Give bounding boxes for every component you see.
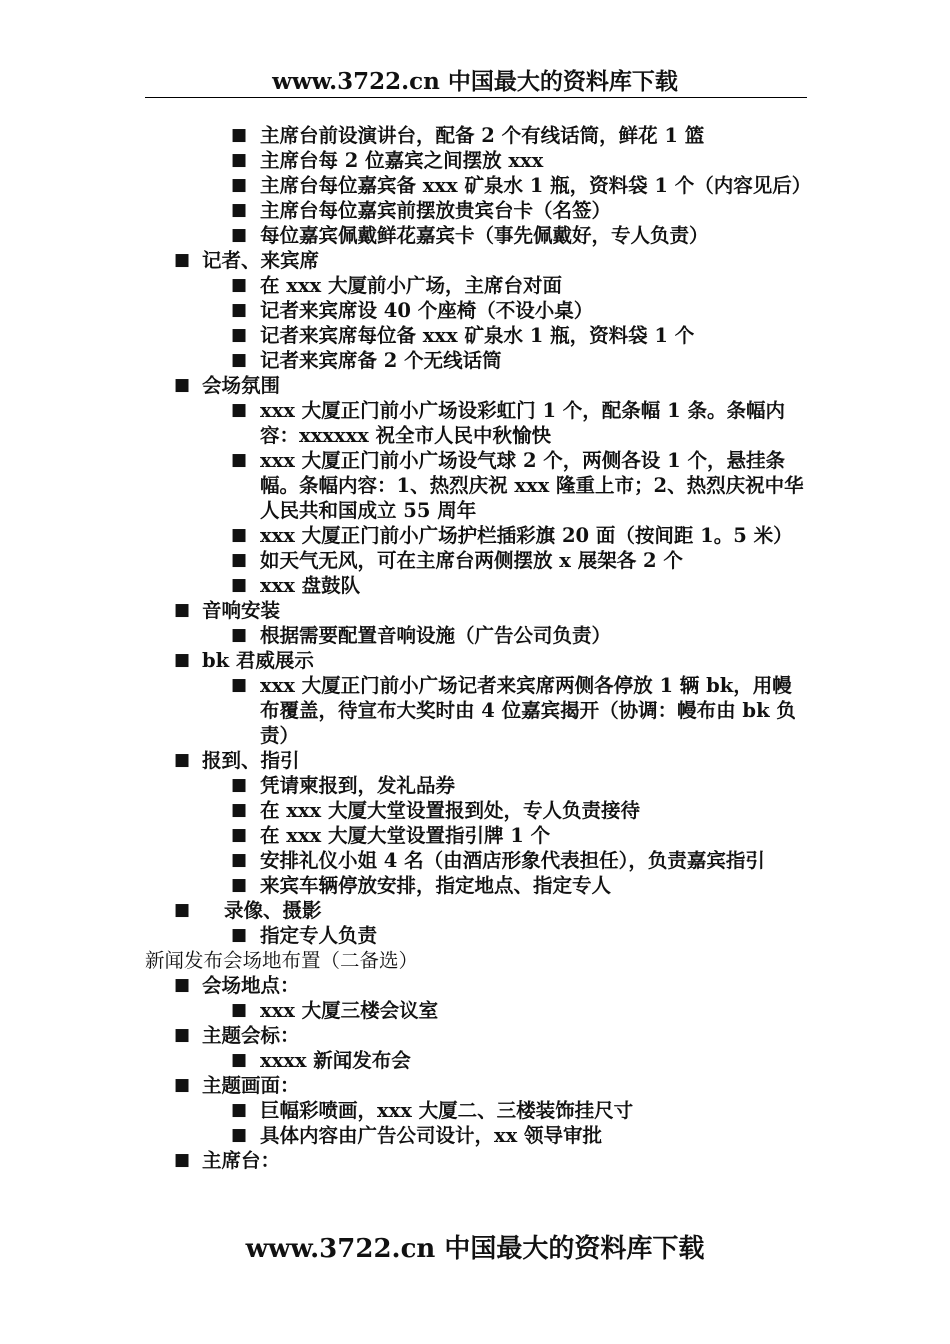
square-bullet-icon: ■ <box>231 125 248 145</box>
list-item-text: 在 xxx 大厦前小广场，主席台对面 <box>260 274 562 297</box>
square-bullet-icon: ■ <box>231 675 248 695</box>
list-item-text: 主席台每 2 位嘉宾之间摆放 xxx <box>260 149 544 172</box>
list-item-text: 凭请柬报到，发礼品券 <box>260 774 456 797</box>
list-item-text: xxx 盘鼓队 <box>260 574 361 597</box>
page-header: www.3722.cn 中国最大的资料库下载 <box>272 68 678 95</box>
list-item <box>145 398 810 448</box>
list-item <box>145 298 810 323</box>
list-item-text: 主席台每位嘉宾前摆放贵宾台卡（名签） <box>260 199 612 222</box>
square-bullet-icon: ■ <box>231 400 248 420</box>
list-item <box>145 573 810 598</box>
list-item <box>145 548 810 573</box>
square-bullet-icon: ■ <box>231 550 248 570</box>
list-item <box>145 1098 810 1123</box>
list-item-text: 在 xxx 大厦大堂设置报到处，专人负责接待 <box>260 799 640 822</box>
square-bullet-icon: ■ <box>174 250 191 270</box>
list-item <box>145 348 810 373</box>
list-item-text: 巨幅彩喷画，xxx 大厦二、三楼装饰挂尺寸 <box>260 1099 634 1122</box>
list-item <box>145 523 810 548</box>
square-bullet-icon: ■ <box>174 650 191 670</box>
list-item <box>145 973 810 998</box>
list-item-text: 会场氛围 <box>202 374 281 397</box>
list-item-text: xxx 大厦正门前小广场设彩虹门 1 个，配条幅 1 条。条幅内容：xxxxxx 祝全市人民中秋愉快 <box>260 399 785 447</box>
square-bullet-icon: ■ <box>231 1125 248 1145</box>
list-item <box>145 748 810 773</box>
list-item <box>145 448 810 523</box>
list-item <box>145 848 810 873</box>
list-item-text: 记者、来宾席 <box>202 249 320 272</box>
square-bullet-icon: ■ <box>174 975 191 995</box>
square-bullet-icon: ■ <box>231 450 248 470</box>
document-body <box>145 123 810 1173</box>
list-item-text: 主题会标： <box>202 1024 300 1047</box>
list-item <box>145 223 810 248</box>
list-item-text: 记者来宾席备 2 个无线话筒 <box>260 349 502 372</box>
list-item-text: xxxx 新闻发布会 <box>260 1049 411 1072</box>
list-item-text: 每位嘉宾佩戴鲜花嘉宾卡（事先佩戴好，专人负责） <box>260 224 709 247</box>
square-bullet-icon: ■ <box>174 900 191 920</box>
list-item <box>145 1048 810 1073</box>
list-item-text: 录像、摄影 <box>224 899 322 922</box>
list-item-text: 根据需要配置音响设施（广告公司负责） <box>260 624 612 647</box>
square-bullet-icon: ■ <box>231 925 248 945</box>
square-bullet-icon: ■ <box>231 1050 248 1070</box>
list-item-text: xxx 大厦正门前小广场护栏插彩旗 20 面（按间距 1。5 米） <box>260 524 793 547</box>
square-bullet-icon: ■ <box>231 175 248 195</box>
list-item-text: 主席台前设演讲台，配备 2 个有线话筒，鲜花 1 篮 <box>260 124 705 147</box>
square-bullet-icon: ■ <box>231 875 248 895</box>
list-item-text: 主题画面： <box>202 1074 300 1097</box>
list-item-text: 来宾车辆停放安排，指定地点、指定专人 <box>260 874 612 897</box>
square-bullet-icon: ■ <box>174 600 191 620</box>
list-item-text: 音响安装 <box>202 599 281 622</box>
list-item <box>145 673 810 748</box>
square-bullet-icon: ■ <box>231 825 248 845</box>
list-item <box>145 1023 810 1048</box>
list-item-text: 如天气无风，可在主席台两侧摆放 x 展架各 2 个 <box>260 549 683 572</box>
list-item-text: 主席台每位嘉宾备 xxx 矿泉水 1 瓶，资料袋 1 个（内容见后） <box>260 174 812 197</box>
square-bullet-icon: ■ <box>231 150 248 170</box>
list-item <box>145 1123 810 1148</box>
list-item <box>145 323 810 348</box>
square-bullet-icon: ■ <box>174 1075 191 1095</box>
square-bullet-icon: ■ <box>231 350 248 370</box>
list-item <box>145 998 810 1023</box>
square-bullet-icon: ■ <box>174 750 191 770</box>
square-bullet-icon: ■ <box>231 325 248 345</box>
list-item <box>145 773 810 798</box>
square-bullet-icon: ■ <box>174 375 191 395</box>
list-item-text: 报到、指引 <box>202 749 300 772</box>
page-footer: www.3722.cn 中国最大的资料库下载 <box>245 1234 705 1264</box>
list-item <box>145 823 810 848</box>
list-item-text: xxx 大厦正门前小广场设气球 2 个，两侧各设 1 个，悬挂条幅。条幅内容：1、热烈庆祝 xxx 隆重上市；2、热烈庆祝中华人民共和国成立 55 周年 <box>260 449 804 522</box>
square-bullet-icon: ■ <box>231 775 248 795</box>
square-bullet-icon: ■ <box>231 575 248 595</box>
list-item <box>145 648 810 673</box>
list-item <box>145 798 810 823</box>
list-item <box>145 623 810 648</box>
list-item <box>145 248 810 273</box>
square-bullet-icon: ■ <box>174 1025 191 1045</box>
square-bullet-icon: ■ <box>231 275 248 295</box>
list-item <box>145 873 810 898</box>
list-item-text: 记者来宾席设 40 个座椅（不设小桌） <box>260 299 594 322</box>
square-bullet-icon: ■ <box>231 300 248 320</box>
header-divider <box>145 97 807 98</box>
list-item-text: 指定专人负责 <box>260 924 378 947</box>
square-bullet-icon: ■ <box>231 525 248 545</box>
list-item-text: 安排礼仪小姐 4 名（由酒店形象代表担任），负责嘉宾指引 <box>260 849 765 872</box>
list-item <box>145 273 810 298</box>
list-item-text: xxx 大厦三楼会议室 <box>260 999 439 1022</box>
square-bullet-icon: ■ <box>231 1000 248 1020</box>
list-item-text: bk 君威展示 <box>202 649 314 672</box>
square-bullet-icon: ■ <box>231 850 248 870</box>
list-item-text: 在 xxx 大厦大堂设置指引牌 1 个 <box>260 824 551 847</box>
list-item-text: 记者来宾席每位备 xxx 矿泉水 1 瓶，资料袋 1 个 <box>260 324 695 347</box>
list-item-text: 主席台： <box>202 1149 281 1172</box>
list-item-text: xxx 大厦正门前小广场记者来宾席两侧各停放 1 辆 bk，用幔布覆盖，待宣布大奖时由 4 位嘉宾揭开（协调：幔布由 bk 负责） <box>260 674 796 747</box>
list-item <box>145 1073 810 1098</box>
list-item <box>145 598 810 623</box>
list-item <box>145 923 810 948</box>
list-item <box>145 373 810 398</box>
list-item <box>145 1148 810 1173</box>
square-bullet-icon: ■ <box>231 200 248 220</box>
square-bullet-icon: ■ <box>174 1150 191 1170</box>
list-item <box>145 173 810 198</box>
list-item-text: 具体内容由广告公司设计，xx 领导审批 <box>260 1124 603 1147</box>
list-item <box>145 148 810 173</box>
square-bullet-icon: ■ <box>231 800 248 820</box>
list-item <box>145 198 810 223</box>
list-item-text: 会场地点： <box>202 974 300 997</box>
square-bullet-icon: ■ <box>231 1100 248 1120</box>
list-item <box>145 123 810 148</box>
list-item-text: 新闻发布会场地布置（二备选） <box>145 949 419 972</box>
list-item <box>145 898 810 923</box>
section-heading <box>145 948 810 973</box>
square-bullet-icon: ■ <box>231 625 248 645</box>
square-bullet-icon: ■ <box>231 225 248 245</box>
